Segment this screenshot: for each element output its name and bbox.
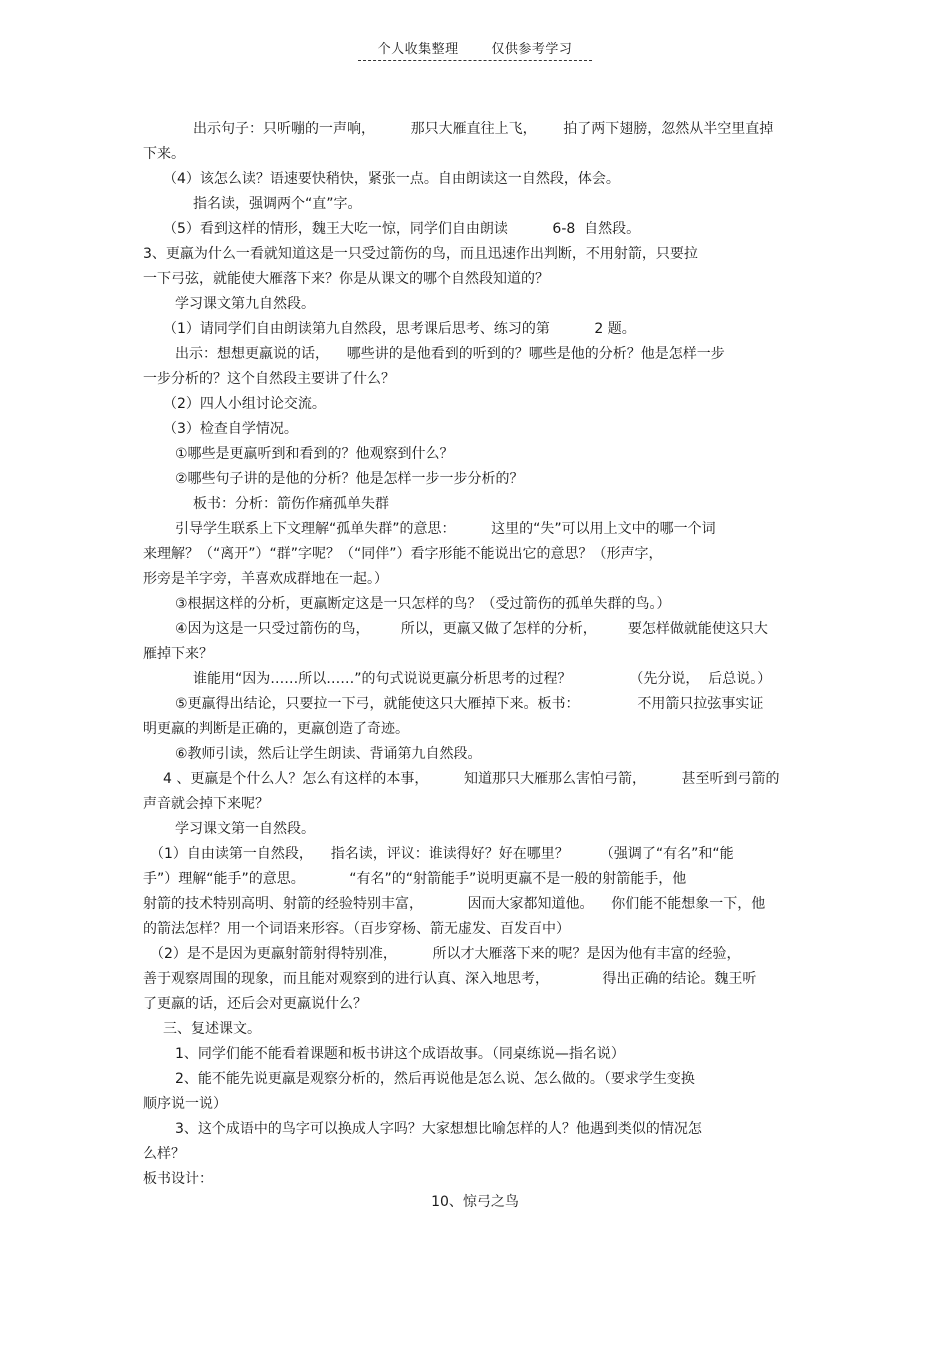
paragraph-line: 的箭法怎样？用一个词语来形容。（百步穿杨、箭无虚发、百发百中） <box>143 921 570 937</box>
paragraph-line: ②哪些句子讲的是他的分析？他是怎样一步一步分析的？ <box>175 471 524 487</box>
paragraph-line: 么样？ <box>143 1146 185 1162</box>
paragraph-line: ③根据这样的分析，更羸断定这是一只怎样的鸟？（受过箭伤的孤单失群的鸟。） <box>175 596 671 612</box>
paragraph-line: （4）该怎么读？语速要快稍快，紧张一点。自由朗读这一自然段，体会。 <box>163 171 620 187</box>
paragraph-line: 形旁是羊字旁，羊喜欢成群地在一起。） <box>143 571 388 587</box>
section-heading: 三、复述课文。 <box>163 1021 261 1037</box>
paragraph-line: 声音就会掉下来呢？ <box>143 796 269 812</box>
paragraph-line: ①哪些是更羸听到和看到的？他观察到什么？ <box>175 446 454 462</box>
paragraph-line: 来理解？（“离开”）“群”字呢？（“同伴”）看字形能不能说出它的意思？（形声字， <box>143 546 663 562</box>
paragraph-line: （2）是不是因为更羸射箭射得特别准， 所以才大雁落下来的呢？是因为他有丰富的经验， <box>150 946 741 962</box>
paragraph-line: 雁掉下来？ <box>143 646 213 662</box>
paragraph-line: 一下弓弦，就能使大雁落下来？你是从课文的哪个自然段知道的？ <box>143 271 549 287</box>
paragraph-line: （1）请同学们自由朗读第九自然段，思考课后思考、练习的第 2 题。 <box>163 321 636 337</box>
paragraph-line: 4 、更羸是个什么人？怎么有这样的本事， 知道那只大雁那么害怕弓箭， 甚至听到弓箭的 <box>163 771 780 787</box>
paragraph-line: 1、同学们能不能看着课题和板书讲这个成语故事。（同桌练说—指名说） <box>175 1046 625 1062</box>
paragraph-line: 3、更羸为什么一看就知道这是一只受过箭伤的鸟，而且迅速作出判断，不用射箭，只要拉 <box>143 246 698 262</box>
paragraph-line: 下来。 <box>143 146 185 162</box>
paragraph-line: 出示句子：只听嘣的一声响， 那只大雁直往上飞， 拍了两下翅膀，忽然从半空里直掉 <box>193 121 774 137</box>
paragraph-line: 学习课文第一自然段。 <box>175 821 315 837</box>
paragraph-line: （2）四人小组讨论交流。 <box>163 396 326 412</box>
paragraph-line: 指名读，强调两个“直”字。 <box>193 196 362 212</box>
paragraph-line: 一步分析的？这个自然段主要讲了什么？ <box>143 371 395 387</box>
paragraph-line: 3、这个成语中的鸟字可以换成人字吗？大家想想比喻怎样的人？他遇到类似的情况怎 <box>175 1121 702 1137</box>
paragraph-line: ⑥教师引读，然后让学生朗读、背诵第九自然段。 <box>175 746 482 762</box>
header-right: 仅供参考学习 <box>491 42 573 57</box>
paragraph-line: ⑤更羸得出结论，只要拉一下弓，就能使这只大雁掉下来。板书： 不用箭只拉弦事实证 <box>175 696 764 712</box>
paragraph-line: 明更羸的判断是正确的，更羸创造了奇迹。 <box>143 721 409 737</box>
board-design-label: 板书设计： <box>143 1171 213 1187</box>
paragraph-line: 出示：想想更羸说的话， 哪些讲的是他看到的听到的？哪些是他的分析？他是怎样一步 <box>175 346 725 362</box>
paragraph-line: 手”）理解“能手”的意思。 “有名”的“射箭能手”说明更羸不是一般的射箭能手，他 <box>143 871 687 887</box>
header-text <box>358 38 593 61</box>
paragraph-line: （3）检查自学情况。 <box>163 421 298 437</box>
paragraph-line: （5）看到这样的情形，魏王大吃一惊，同学们自由朗读 6-8 自然段。 <box>163 221 641 237</box>
paragraph-line: 射箭的技术特别高明、射箭的经验特别丰富， 因而大家都知道他。 你们能不能想象一下，他 <box>143 896 766 912</box>
board-title: 10、惊弓之鸟 <box>431 1194 519 1210</box>
paragraph-line: 了更羸的话，还后会对更羸说什么？ <box>143 996 367 1012</box>
paragraph-line: 2、能不能先说更羸是观察分析的，然后再说他是怎么说、怎么做的。（要求学生变换 <box>175 1071 695 1087</box>
header-left: 个人收集整理 <box>377 42 459 57</box>
paragraph-line: 顺序说一说） <box>143 1096 227 1112</box>
paragraph-line: 引导学生联系上下文理解“孤单失群”的意思： 这里的“失”可以用上文中的哪一个词 <box>175 521 716 537</box>
paragraph-line: 谁能用“因为……所以……”的句式说说更羸分析思考的过程？ （先分说， 后总说。） <box>193 671 772 687</box>
paragraph-line: ④因为这是一只受过箭伤的鸟， 所以，更羸又做了怎样的分析， 要怎样做就能使这只大 <box>175 621 768 637</box>
paragraph-line: 学习课文第九自然段。 <box>175 296 315 312</box>
paragraph-line: （1）自由读第一自然段， 指名读，评议：谁读得好？好在哪里？ （强调了“有名”和“能 <box>150 846 734 862</box>
paragraph-line: 板书：分析：箭伤作痛孤单失群 <box>193 496 389 512</box>
paragraph-line: 善于观察周围的现象，而且能对观察到的进行认真、深入地思考， 得出正确的结论。魏王听 <box>143 971 757 987</box>
page-header <box>0 38 950 61</box>
